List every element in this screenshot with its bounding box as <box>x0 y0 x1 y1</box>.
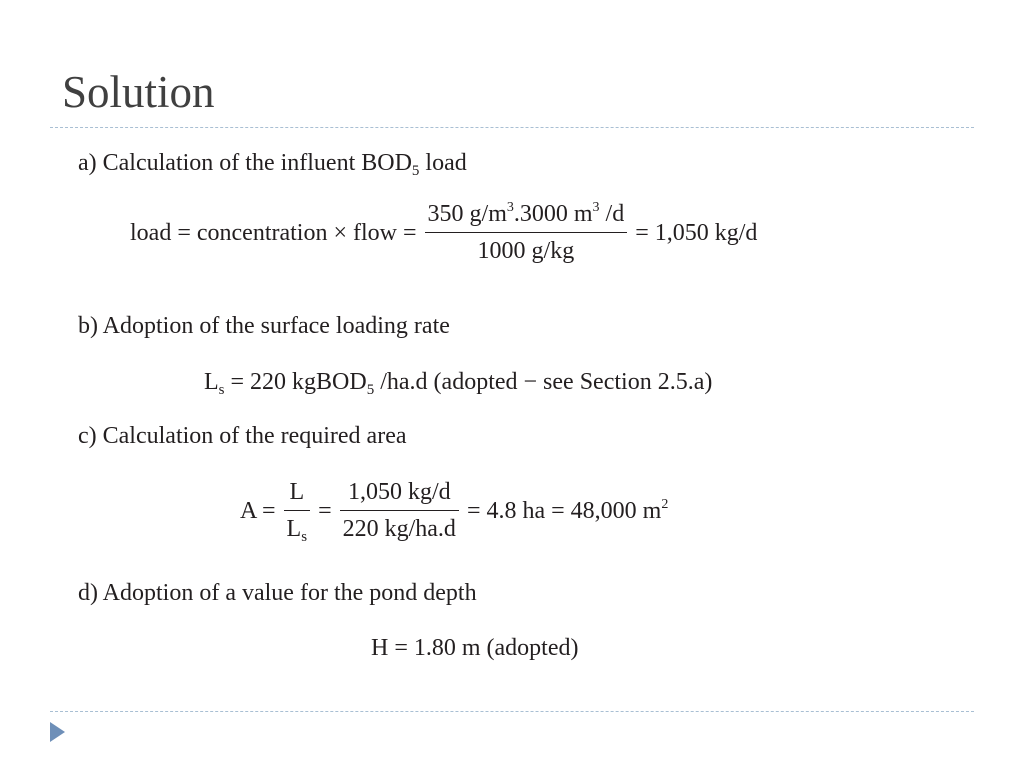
load-equation <box>130 202 757 263</box>
next-slide-arrow-icon[interactable] <box>50 722 65 742</box>
area-equation: A = $\frac{L}{L_s}$ = $\frac{1,050 kg/d}{220 kg/ha.d}$ = 4.8 ha = 48,000 $m^2$ <box>240 479 669 545</box>
area-fraction-symbolic: $\frac{L}{L_s}$ <box>284 480 311 541</box>
load-fraction <box>425 202 628 263</box>
area-result: = 4.8 ha = 48,000 $m^2$ <box>466 496 669 524</box>
title-divider <box>50 127 974 128</box>
step-a-heading: a) Calculation of the influent $BOD_5$ load <box>78 150 467 179</box>
step-c-heading: c) Calculation of the required area <box>78 423 407 449</box>
area-lhs: A = <box>240 497 276 524</box>
step-b-heading: b) Adoption of the surface loading rate <box>78 313 450 339</box>
slide-title: Solution <box>62 67 215 117</box>
surface-loading-equation: $L_s = 220$ kgBOD$_5$ /ha.d (adopted − see Section 2.5.a) <box>204 369 713 398</box>
footer-divider <box>50 711 974 712</box>
load-result: = 1,050 kg/d <box>635 219 758 246</box>
step-d-heading: d) Adoption of a value for the pond depth <box>78 580 477 606</box>
load-denominator: 1000 g/kg <box>477 238 575 264</box>
load-lhs: load = concentration × flow = <box>130 219 417 246</box>
depth-equation: H = 1.80 m (adopted) <box>371 635 579 661</box>
load-numerator: 350 $g/m^3.3000$ $m^3$ /d <box>427 200 625 227</box>
area-fraction-numeric: $\frac{1,050 kg/d}{220 kg/ha.d}$ <box>340 480 459 541</box>
